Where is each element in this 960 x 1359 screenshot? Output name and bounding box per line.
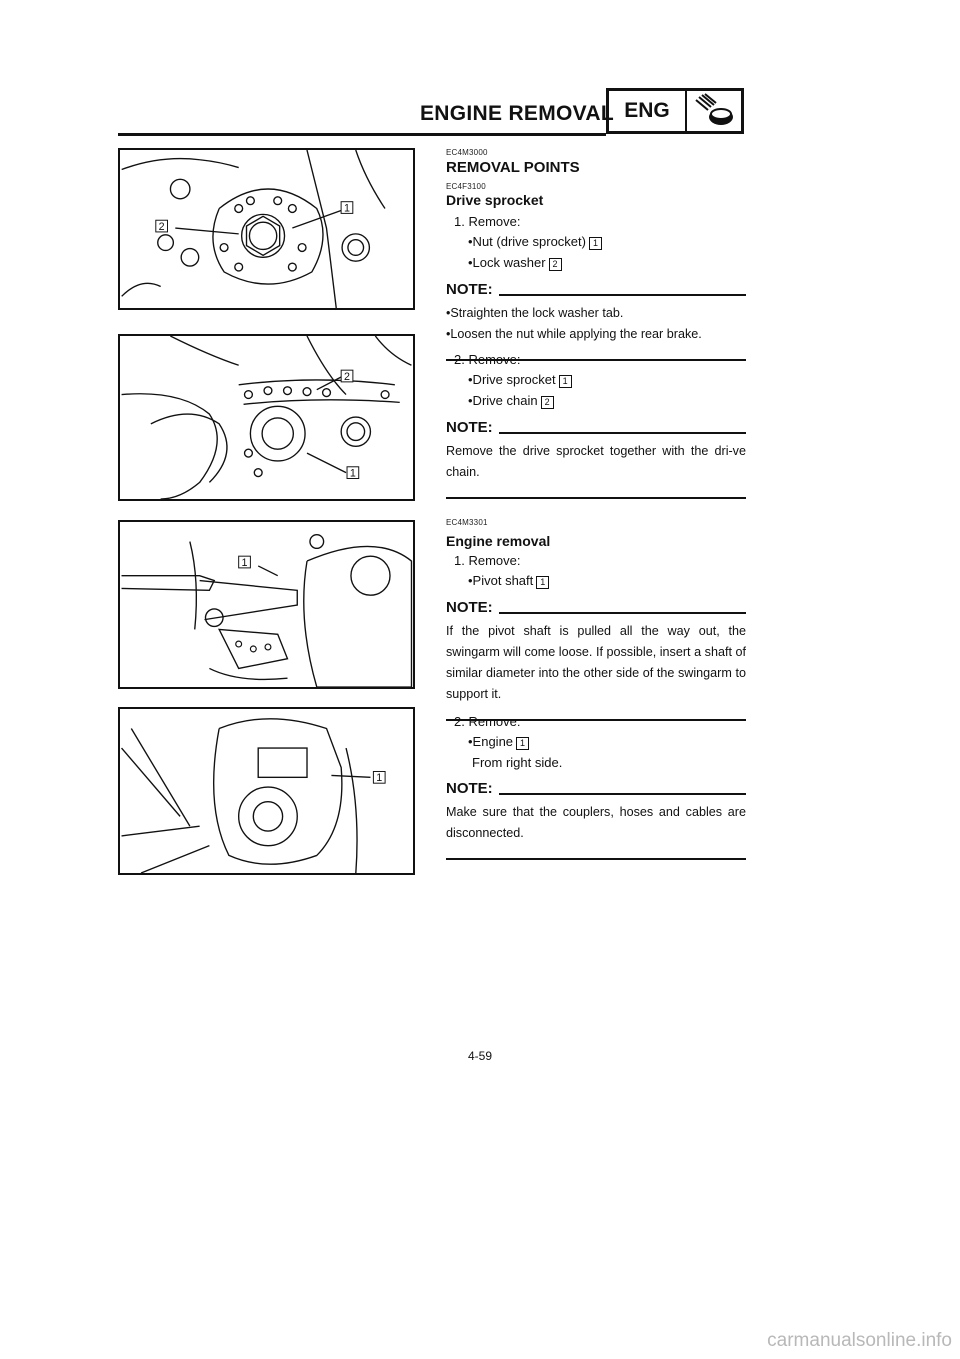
callout-number: 1 — [516, 737, 529, 750]
callout-2: 2 — [344, 370, 351, 383]
list-item: •Engine 1 — [468, 734, 746, 750]
section-badge-label: ENG — [609, 91, 687, 131]
page-number: 4-59 — [467, 1049, 493, 1063]
section-badge — [606, 88, 744, 134]
note-block — [446, 281, 746, 299]
figure-engine — [118, 707, 415, 875]
subsection-heading: Drive sprocket — [446, 192, 544, 208]
callout-number: 1 — [536, 576, 549, 589]
note-end-rule — [446, 858, 746, 860]
note-label: NOTE: — [446, 780, 499, 797]
figure-drive-sprocket-chain — [118, 334, 415, 501]
watermark: carmanualsonline.info — [767, 1330, 952, 1351]
step-detail: From right side. — [472, 755, 563, 770]
subsection-heading: Engine removal — [446, 533, 551, 549]
note-end-rule — [446, 497, 746, 499]
piston-icon — [687, 91, 741, 131]
step-text: 2. Remove: — [454, 352, 521, 367]
section-engine — [446, 714, 746, 860]
note-label: NOTE: — [446, 599, 499, 616]
callout-1: 1 — [376, 772, 383, 785]
callout-1: 1 — [241, 556, 248, 569]
note-block — [446, 780, 746, 798]
section-code: EC4M3301 — [446, 518, 488, 527]
section-heading: REMOVAL POINTS — [446, 159, 580, 176]
callout-number: 1 — [559, 375, 572, 388]
note-text: Remove the drive sprocket together with the dri-ve chain. — [446, 444, 746, 479]
note-text: •Loosen the nut while applying the rear brake. — [446, 327, 702, 341]
step-text: 1. Remove: — [454, 214, 521, 229]
note-label: NOTE: — [446, 419, 499, 436]
header-rule — [118, 133, 606, 136]
callout-number: 1 — [589, 237, 602, 250]
section-drive-sprocket — [446, 148, 746, 361]
note-block — [446, 419, 746, 437]
list-item: •Lock washer 2 — [468, 255, 746, 271]
list-item: •Drive chain 2 — [468, 393, 746, 409]
list-item: •Nut (drive sprocket) 1 — [468, 234, 746, 250]
note-label: NOTE: — [446, 281, 499, 298]
callout-number: 2 — [549, 258, 562, 271]
section-drive-chain — [446, 352, 746, 499]
callout-number: 2 — [541, 396, 554, 409]
callout-1: 1 — [343, 202, 350, 215]
note-text: •Straighten the lock washer tab. — [446, 306, 624, 320]
section-engine-removal — [446, 518, 746, 721]
step-text: 1. Remove: — [454, 553, 521, 568]
callout-2: 2 — [158, 220, 165, 233]
note-block — [446, 599, 746, 617]
figure-drive-sprocket-nut — [118, 148, 415, 310]
list-item: •Pivot shaft 1 — [468, 573, 746, 589]
figure-pivot-shaft — [118, 520, 415, 689]
note-text: If the pivot shaft is pulled all the way out, the swingarm will come loose. If possible, insert a shaft of similar diameter into the other side of the swingarm to support it. — [446, 624, 746, 701]
section-code: EC4M3000 — [446, 148, 488, 157]
callout-1: 1 — [349, 467, 356, 480]
note-text: Make sure that the couplers, hoses and cables are disconnected. — [446, 805, 746, 840]
step-text: 2. Remove: — [454, 714, 521, 729]
list-item: •Drive sprocket 1 — [468, 372, 746, 388]
page-title: ENGINE REMOVAL — [420, 102, 614, 125]
subsection-code: EC4F3100 — [446, 182, 486, 191]
